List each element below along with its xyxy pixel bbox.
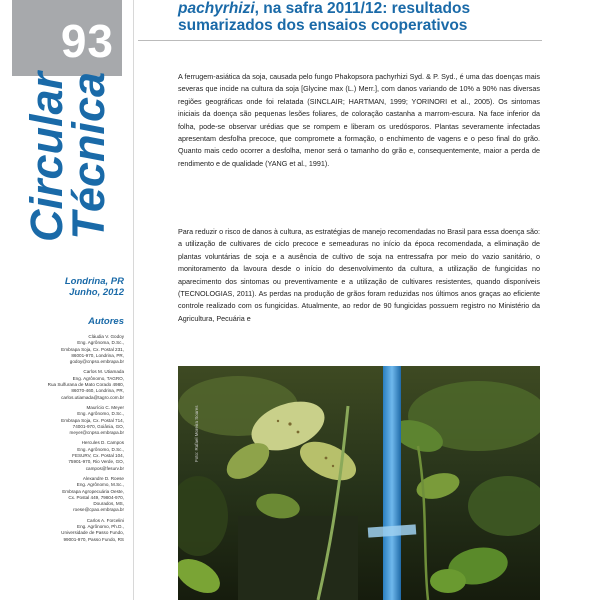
author-email: meyer@cnpso.embrapa.br <box>69 430 124 436</box>
author-line: Cx. Postal 449, 79804-970, <box>68 494 124 500</box>
column-divider <box>133 0 134 600</box>
publication-place: Londrina, PR <box>64 276 124 287</box>
author-line: Embrapa Soja, Cx. Postal 714, <box>61 417 124 423</box>
document-title <box>178 0 558 34</box>
soybean-rust-photo <box>178 366 540 600</box>
title-rule <box>138 40 542 41</box>
author-line: Eng. Agrônomo, TAGRO, <box>72 375 124 381</box>
author-line: Eng. Agrônoma, D.Sc., <box>77 340 124 346</box>
author-entry <box>20 405 124 436</box>
title-line1-rest: , na safra 2011/12: resultados <box>254 0 471 17</box>
author-line: Alexandre D. Roese <box>82 475 124 481</box>
author-line: 86070-460, Londrina, PR, <box>71 388 124 394</box>
author-line: FESURV, Cx. Postal 104, <box>72 453 124 459</box>
title-line2: sumarizados dos ensaios cooperativos <box>178 17 468 34</box>
authors-list <box>20 334 124 547</box>
author-line: Eng. Agrônomo, D.Sc., <box>77 411 124 417</box>
author-line: Hercules D. Campos <box>81 440 124 446</box>
photo-illustration <box>178 366 540 600</box>
series-title <box>21 71 118 242</box>
author-email: roese@cpao.embrapa.br <box>73 507 124 513</box>
author-line: Cláudia V. Godoy <box>88 334 124 339</box>
photo-credit <box>194 372 202 462</box>
author-line: 75901-970, Rio Verde, GO, <box>68 459 124 465</box>
author-email: godoy@cnpso.embrapa.br <box>69 359 124 365</box>
author-line: 86001-970, Londrina, PR, <box>71 352 124 358</box>
author-line: Maurício C. Meyer <box>86 404 124 410</box>
author-line: Embrapa Agropecuária Oeste, <box>62 488 124 494</box>
author-line: Embrapa Soja, Cx. Postal 231, <box>61 346 124 352</box>
author-entry <box>20 476 124 514</box>
author-line: Carlos M. Utiamada <box>83 369 124 375</box>
body-paragraph-1: A ferrugem-asiática da soja, causada pelo fungo Phakopsora pachyrhizi Syd. & P. Syd., é uma das doenças mais severas que incide na cultura da soja [Glycine max (L.) Merr.], com danos variando de 10% a 90% nas diversas regiões geográficas onde foi relatada (SINCLAIR; HARTMAN, 1999; YORINORI et al., 2005). Os sintomas iniciais da doença são pequenas lesões foliares, de coloração castanha a marrom-escura. Na face inferior da folha, pode-se observar urédias que se rompem e liberam os uredósporos. Plantas severamente infectadas apresentam desfolha precoce, que compromete a formação, o enchimento de vagens e o peso final do grão. Quanto mais cedo ocorrer a desfolha, menor será o tamanho do grão e, consequentemente, maior a perda de rendimento e de qualidade (YANG et al., 1991). <box>178 72 540 168</box>
author-entry <box>20 518 124 543</box>
series-title-line1: Circular <box>21 71 72 242</box>
series-number: 93 <box>60 15 114 67</box>
author-line: Universidade de Passo Fundo, <box>61 530 124 536</box>
author-line: Rua Sulfurana de Mato Corado 4980, <box>47 382 124 388</box>
photo-credit-text: Foto: Rafael Moreira Soares <box>194 405 199 462</box>
author-line: Carlos A. Forcelini <box>86 517 124 523</box>
left-sidebar <box>0 0 133 600</box>
author-entry <box>20 440 124 471</box>
author-line: 74001-970, Goiânia, GO, <box>72 423 124 429</box>
author-email: campos@fesurv.br <box>85 465 124 471</box>
publication-date: Junho, 2012 <box>69 287 124 298</box>
author-line: Eng. Agrônomo, Ph.D., <box>77 524 124 530</box>
title-line1 <box>178 0 558 17</box>
body-paragraph-2: Para reduzir o risco de danos à cultura, as estratégias de manejo recomendadas no Brasil para essa doença são: a utilização de cultivares de ciclo precoce e semeaduras no início da época recomendada, a eliminação de plantas voluntárias de soja e a ausência de cultivo de soja na entressafra por meio do vazio sanitário, o monitoramento da lavoura desde o início do desenvolvimento da cultura, a utilização de fungicidas no aparecimento dos sintomas ou preventivamente e a utilização de cultivares resistentes, quando disponíveis (TECNOLOGIAS, 2011). As perdas na produção de grãos foram reduzidas nos últimos anos graças ao eficiente controle realizado com os fungicidas. Atualmente, ao redor de 90 fungicidas possuem registro no Ministério da Agricultura, Pecuária e <box>178 227 540 323</box>
author-line: Dourados, MS, <box>93 501 124 507</box>
series-number-block <box>12 0 122 76</box>
author-entry <box>20 369 124 400</box>
title-species-name: pachyrhizi <box>178 0 255 17</box>
authors-heading: Autores <box>88 316 124 327</box>
author-line: Eng. Agrônomo, D.Sc., <box>77 446 124 452</box>
author-email: carlos.utiamada@tagro.com.br <box>61 394 124 400</box>
author-entry <box>20 334 124 365</box>
place-date <box>40 276 124 298</box>
author-line: 99001-970, Passo Fundo, RS <box>63 536 124 542</box>
series-title-line2: Técnica <box>63 72 114 240</box>
author-line: Eng. Agrônomo, M.Sc., <box>76 482 124 488</box>
